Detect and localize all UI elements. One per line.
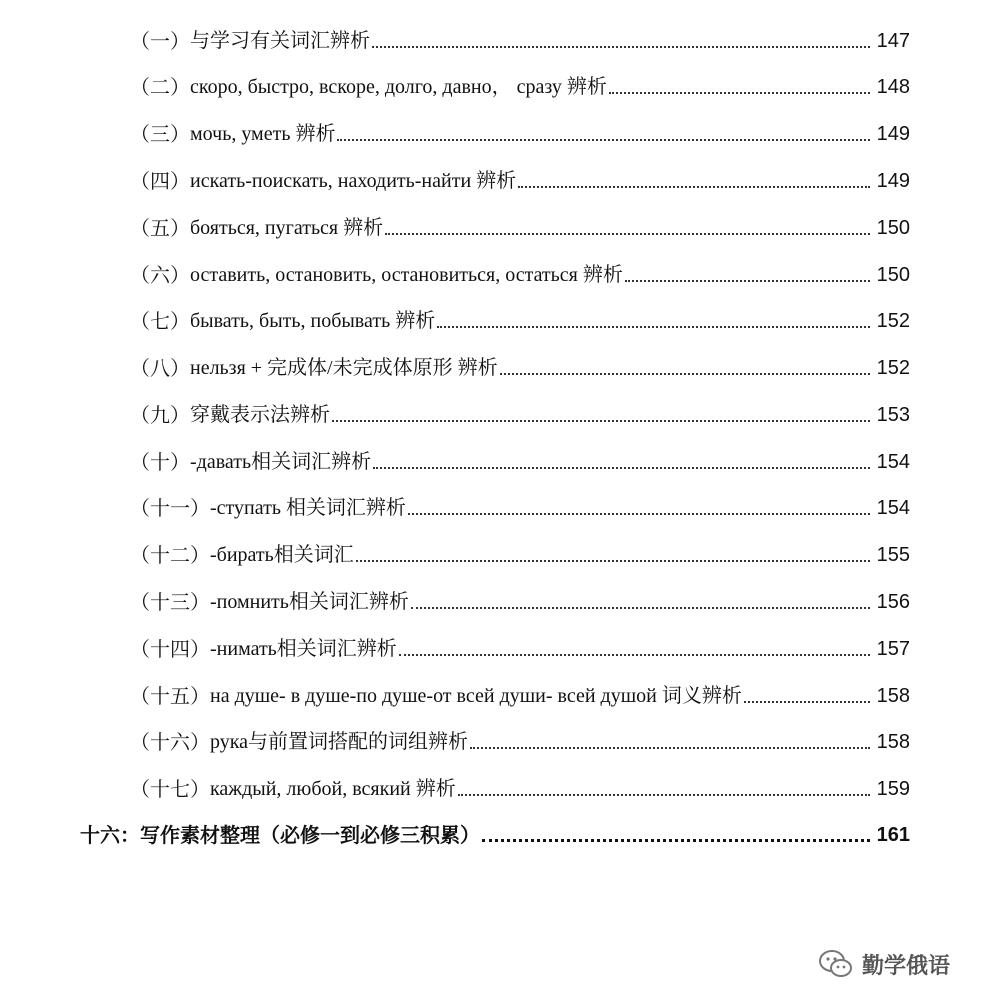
entry-number: （十六）: [130, 730, 210, 754]
dot-leader: [373, 466, 870, 469]
toc-entry[interactable]: [130, 632, 910, 662]
toc-entry[interactable]: [130, 491, 910, 521]
entry-page: 159: [876, 778, 910, 800]
entry-page: 157: [876, 638, 910, 660]
dot-leader: [609, 91, 870, 94]
toc-entry[interactable]: [130, 725, 910, 755]
entry-page: 155: [876, 544, 910, 566]
dot-leader: [408, 512, 870, 515]
entry-title: нельзя + 完成体/未完成体原形 辨析: [190, 357, 498, 379]
entry-number: （二）: [130, 75, 190, 99]
entry-page: 148: [876, 76, 910, 98]
dot-leader: [385, 232, 870, 235]
toc-entry[interactable]: [130, 585, 910, 615]
entry-title: -помнить相关词汇辨析: [210, 591, 409, 613]
entry-title: скоро, быстро, вскоре, долго, давно， сразу 辨析: [190, 76, 607, 98]
toc-entry[interactable]: [130, 70, 910, 100]
entry-number: （十七）: [130, 777, 210, 801]
entry-title: 与学习有关词汇辨析: [190, 30, 370, 52]
entry-page: 158: [876, 685, 910, 707]
entry-title: каждый, любой, всякий 辨析: [210, 778, 456, 800]
toc-section-entry[interactable]: [80, 818, 910, 848]
entry-number: （一）: [130, 29, 190, 53]
dot-leader: [518, 185, 870, 188]
dot-leader: [411, 606, 870, 609]
dot-leader: [337, 138, 870, 141]
entry-title: бояться, пугаться 辨析: [190, 217, 384, 239]
entry-title: искать-поискать, находить-найти 辨析: [190, 170, 517, 192]
dot-leader: [744, 700, 870, 703]
dot-leader: [458, 793, 870, 796]
toc-entry[interactable]: [130, 772, 910, 802]
toc-entry[interactable]: [130, 538, 910, 568]
section-number: 十六：: [80, 823, 140, 847]
entry-number: （十四）: [130, 637, 210, 661]
entry-page: 149: [876, 123, 910, 145]
entry-title: -бирать相关词汇: [210, 544, 354, 566]
cropped-heading: [80, 0, 380, 8]
entry-title: мочь, уметь 辨析: [190, 123, 336, 145]
entry-number: （十一）: [130, 496, 210, 520]
entry-page: 158: [876, 731, 910, 753]
toc-entry[interactable]: [130, 351, 910, 381]
entry-title: бывать, быть, побывать 辨析: [190, 310, 436, 332]
toc-entry[interactable]: [130, 211, 910, 241]
dot-leader: [372, 45, 870, 48]
entry-number: （九）: [130, 403, 190, 427]
entry-number: （三）: [130, 122, 190, 146]
toc-entry[interactable]: [130, 398, 910, 428]
toc-entry[interactable]: [130, 445, 910, 475]
entry-page: 147: [876, 30, 910, 52]
entry-page: 149: [876, 170, 910, 192]
dot-leader: [356, 559, 870, 562]
entry-title: на душе- в душе-по душе-от всей души- всей душой 词义辨析: [210, 685, 742, 707]
entry-page: 150: [876, 264, 910, 286]
entry-title: -нимать相关词汇辨析: [210, 638, 397, 660]
toc-entry[interactable]: [130, 304, 910, 334]
entry-number: （十五）: [130, 684, 210, 708]
dot-leader: [437, 325, 870, 328]
dot-leader: [332, 419, 870, 422]
entry-number: （八）: [130, 356, 190, 380]
entry-title: 穿戴表示法辨析: [190, 404, 330, 426]
entry-number: （七）: [130, 309, 190, 333]
entry-number: （六）: [130, 263, 190, 287]
watermark-text: 勤学俄语: [862, 953, 951, 979]
dot-leader: [470, 746, 870, 749]
entry-title: -давать相关词汇辨析: [190, 451, 372, 473]
toc-entry[interactable]: [130, 24, 910, 54]
entry-title: рука与前置词搭配的词组辨析: [210, 731, 469, 753]
entry-page: 156: [876, 591, 910, 613]
entry-number: （五）: [130, 216, 190, 240]
entry-page: 152: [876, 310, 910, 332]
dot-leader: [399, 653, 870, 656]
toc-entry[interactable]: [130, 117, 910, 147]
watermark: [818, 946, 950, 982]
wechat-icon: [818, 948, 854, 980]
entry-title: -ступать 相关词汇辨析: [210, 497, 406, 519]
toc-entry[interactable]: [130, 164, 910, 194]
section-title: 写作素材整理（必修一到必修三积累）: [140, 823, 480, 847]
dot-leader: [625, 279, 870, 282]
dot-leader: [500, 372, 870, 375]
entry-page: 154: [876, 497, 910, 519]
entry-number: （十三）: [130, 590, 210, 614]
section-page: 161: [876, 824, 910, 846]
entry-page: 152: [876, 357, 910, 379]
dot-leader: [482, 838, 870, 842]
toc-entry[interactable]: [130, 679, 910, 709]
entry-page: 154: [876, 451, 910, 473]
entry-page: 150: [876, 217, 910, 239]
entry-page: 153: [876, 404, 910, 426]
toc-entry[interactable]: [130, 258, 910, 288]
entry-number: （十）: [130, 450, 190, 474]
entry-title: оставить, остановить, остановиться, остаться 辨析: [190, 264, 623, 286]
entry-number: （十二）: [130, 543, 210, 567]
entry-number: （四）: [130, 169, 190, 193]
